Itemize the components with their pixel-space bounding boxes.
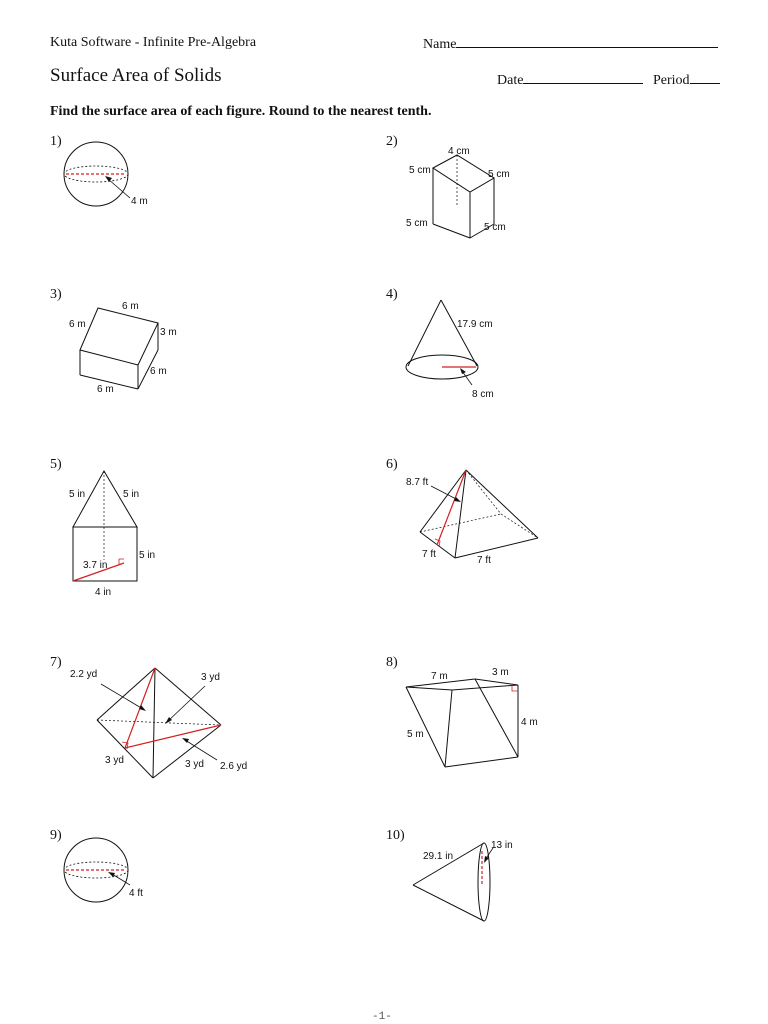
slant-label: 8.7 ft	[406, 477, 429, 488]
height-label: 2.6 yd	[220, 761, 248, 772]
period-label: Period	[653, 73, 690, 88]
edge-label: 4 cm	[448, 146, 470, 157]
edge-label: 3 yd	[105, 755, 124, 766]
height-label: 3.7 in	[83, 560, 108, 571]
edge-label: 7 ft	[477, 555, 491, 566]
edge-label: 5 in	[69, 489, 86, 500]
page-number: -1-	[372, 1011, 392, 1023]
edge-label: 6 m	[69, 319, 86, 330]
publisher-line: Kuta Software - Infinite Pre-Algebra	[50, 35, 257, 50]
date-blank[interactable]	[523, 71, 643, 84]
edge-label: 5 cm	[409, 165, 431, 176]
edge-label: 7 m	[431, 671, 448, 682]
radius-label: 8 cm	[472, 389, 494, 400]
edge-label: 5 in	[139, 550, 156, 561]
sphere-figure	[60, 832, 170, 922]
edge-label: 7 ft	[422, 549, 436, 560]
edge-label: 5 cm	[406, 218, 428, 229]
edge-label: 6 m	[122, 301, 139, 312]
pyramid-figure	[65, 662, 260, 787]
edge-label: 6 m	[150, 366, 167, 377]
triangular-prism-figure	[62, 465, 172, 600]
edge-label: 5 cm	[488, 169, 510, 180]
slant-label: 29.1 in	[423, 851, 454, 862]
edge-label: 3 m	[160, 327, 177, 338]
edge-label: 3 yd	[185, 759, 204, 770]
prism-figure	[400, 665, 550, 775]
date-field[interactable]	[497, 71, 643, 89]
worksheet-title: Surface Area of Solids	[50, 65, 222, 86]
period-blank[interactable]	[690, 71, 720, 84]
problem-number: 1)	[50, 134, 62, 149]
problem-number: 5)	[50, 457, 62, 472]
sphere-figure	[60, 132, 170, 222]
cone-figure	[400, 292, 520, 407]
edge-label: 3 yd	[201, 672, 220, 683]
prism-figure	[400, 140, 530, 245]
name-field[interactable]	[423, 35, 718, 53]
radius-label: 4 ft	[129, 888, 143, 899]
radius-label: 4 m	[131, 196, 148, 207]
problem-number: 2)	[386, 134, 398, 149]
name-label: Name	[423, 37, 457, 52]
problem-number: 4)	[386, 287, 398, 302]
edge-label: 5 cm	[484, 222, 506, 233]
period-field[interactable]	[653, 71, 720, 89]
edge-label: 5 in	[123, 489, 140, 500]
prism-figure	[65, 295, 195, 400]
problem-number: 6)	[386, 457, 398, 472]
problem-number: 3)	[50, 287, 62, 302]
edge-label: 4 in	[95, 587, 112, 598]
edge-label: 6 m	[97, 384, 114, 395]
edge-label: 3 m	[492, 667, 509, 678]
problem-number: 9)	[50, 828, 62, 843]
date-label: Date	[497, 73, 524, 88]
problem-number: 8)	[386, 655, 398, 670]
edge-label: 4 m	[521, 717, 538, 728]
problem-number: 7)	[50, 655, 62, 670]
slant-label: 17.9 cm	[457, 319, 493, 330]
problem-number: 10)	[386, 828, 405, 843]
cone-figure	[405, 835, 535, 930]
pyramid-figure	[398, 462, 548, 572]
edge-label: 5 m	[407, 729, 424, 740]
name-blank[interactable]	[456, 35, 718, 48]
radius-label: 13 in	[491, 840, 513, 851]
instructions: Find the surface area of each figure. Round to the nearest tenth.	[50, 104, 432, 119]
height-label: 2.2 yd	[70, 669, 98, 680]
